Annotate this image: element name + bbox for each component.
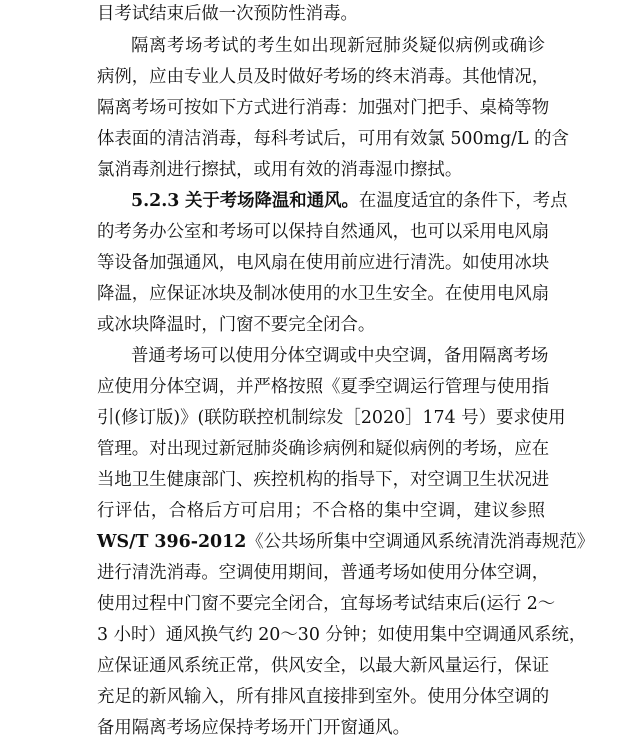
text-line: 等设备加强通风，电风扇在使用前应进行清洗。如使用冰块 (97, 253, 550, 273)
text-line: 当地卫生健康部门、疾控机构的指导下，对空调卫生状况进 (97, 470, 550, 490)
text-line: 备用隔离考场应保持考场开门开窗通风。 (97, 718, 411, 738)
standard-reference-line (97, 528, 595, 556)
text-line: 体表面的清洁消毒，每科考试后，可用有效氯 500mg/L 的含 (97, 129, 569, 149)
text-line: 普通考场可以使用分体空调或中央空调，备用隔离考场 (131, 346, 549, 366)
text-line: 引(修订版)》(联防联控机制综发［2020］174 号）要求使用 (97, 408, 566, 428)
text-line: 目考试结束后做一次预防性消毒。 (97, 4, 358, 24)
text-line: 应保证通风系统正常，供风安全，以最大新风量运行，保证 (97, 656, 550, 676)
text-line: 进行清洗消毒。空调使用期间，普通考场如使用分体空调， (97, 563, 550, 583)
text-line: 隔离考场考试的考生如出现新冠肺炎疑似病例或确诊 (131, 36, 545, 56)
text-line: 充足的新风输入，所有排风直接排到室外。使用分体空调的 (97, 687, 550, 707)
text-line: 氯消毒剂进行擦拭，或用有效的消毒湿巾擦拭。 (97, 160, 463, 180)
text-line: 的考务办公室和考场可以保持自然通风，也可以采用电风扇 (97, 222, 550, 242)
text-line: 应使用分体空调，并严格按照《夏季空调运行管理与使用指 (97, 377, 550, 397)
text-line: 行评估，合格后方可启用；不合格的集中空调，建议参照 (97, 501, 545, 521)
section-number: 5.2.3 (131, 191, 180, 211)
text-line: 使用过程中门窗不要完全闭合，宜每场考试结束后(运行 2～ (97, 594, 556, 614)
standard-code: WS/T 396-2012 (97, 532, 247, 552)
section-intro: 在温度适宜的条件下，考点 (358, 191, 568, 211)
section-heading-line (131, 187, 568, 215)
text-line: 隔离考场可按如下方式进行消毒：加强对门把手、桌椅等物 (97, 98, 550, 118)
text-line: 病例，应由专业人员及时做好考场的终末消毒。其他情况， (97, 67, 550, 87)
text-line: 管理。对出现过新冠肺炎确诊病例和疑似病例的考场，应在 (97, 439, 550, 459)
text-line: 或冰块降温时，门窗不要完全闭合。 (97, 315, 376, 335)
text-line: 降温，应保证冰块及制冰使用的水卫生安全。在使用电风扇 (97, 284, 550, 304)
section-title: 关于考场降温和通风。 (184, 191, 359, 211)
text-line: 3 小时）通风换气约 20～30 分钟；如使用集中空调通风系统， (97, 625, 587, 645)
standard-title: 《公共场所集中空调通风系统清洗消毒规范》 (246, 532, 595, 552)
